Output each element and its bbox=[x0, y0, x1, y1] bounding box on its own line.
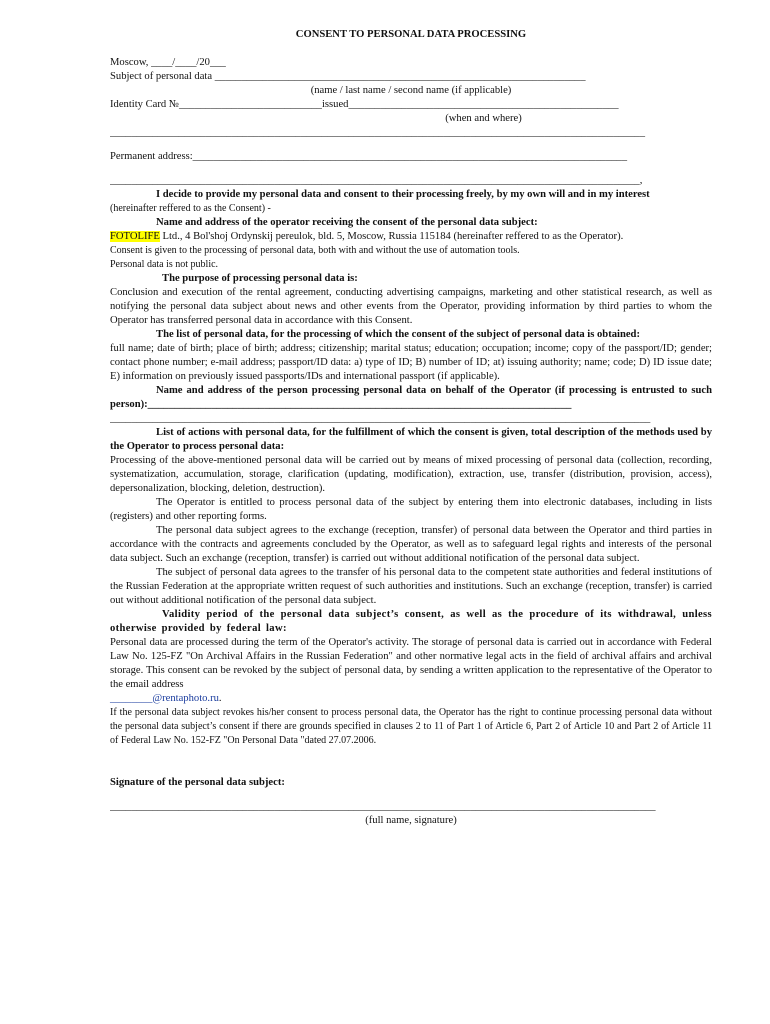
email-line: ________@rentaphoto.ru. bbox=[110, 693, 222, 704]
consent-automation: Consent is given to the processing of personal data, both with and without the use of automation tools. bbox=[110, 245, 520, 256]
blank-line-1: _____________________________________________________________________________________________________ bbox=[110, 127, 645, 138]
not-public: Personal data is not public. bbox=[110, 259, 219, 270]
document-title: CONSENT TO PERSONAL DATA PROCESSING bbox=[295, 29, 527, 40]
spacer bbox=[110, 164, 712, 174]
purpose-heading: The purpose of processing personal data is: bbox=[162, 273, 358, 284]
spacer bbox=[110, 790, 712, 800]
when-where-hint: (when and where) bbox=[445, 113, 522, 124]
signature-hint: (full name, signature) bbox=[365, 815, 457, 826]
subject-line: Subject of personal data ______________________________________________________________________ bbox=[110, 71, 586, 82]
id-card-line: Identity Card №___________________________issued___________________________________________________ bbox=[110, 99, 619, 110]
decision-statement: I decide to provide my personal data and consent to their processing freely, by my own will and in my interest bbox=[156, 189, 650, 200]
operator-heading: Name and address of the operator receiving the consent of the personal data subject: bbox=[156, 217, 538, 228]
processor-heading: Name and address of the person processing personal data on behalf of the Operator (if processing is entrusted to such person):________________________________________________________________________________ bbox=[110, 385, 712, 410]
spacer bbox=[110, 748, 712, 776]
decision-note: (hereinafter reffered to as the Consent) - bbox=[110, 203, 271, 214]
operator-name: FOTOLIFE bbox=[110, 231, 160, 242]
signature-heading: Signature of the personal data subject: bbox=[110, 777, 285, 788]
actions-heading: List of actions with personal data, for the fulfillment of which the consent is given, total description of the methods used by the Operator to process personal data: bbox=[110, 427, 712, 452]
operator-paragraph bbox=[110, 230, 712, 244]
list-text: full name; date of birth; place of birth; address; citizenship; marital status; education; occupation; income; copy of the passport/ID; gender; contact phone number; e-mail address; passport/ID data: a) type of ID; B) number of ID; at) issuing authority; name; code; D) ID issue date; E) information on previously issued passports/IDs and international passport (if applicable). bbox=[110, 343, 712, 382]
email-link[interactable]: ________@rentaphoto.ru bbox=[110, 693, 219, 704]
validity-text: Personal data are processed during the term of the Operator's activity. The storage of personal data is carried out in accordance with Federal Law No. 125-FZ "On Archival Affairs in the Russian Federation" and other normative legal acts in the field of archival affairs and archival storage. This consent can be revoked by the subject of personal data, by sending a written application to the representative of the Operator to the email address bbox=[110, 637, 712, 690]
operator-details: Ltd., 4 Bol'shoj Ordynskij pereulok, bld. 5, Moscow, Russia 115184 (hereinafter reffered to as the Operator). bbox=[159, 231, 624, 242]
para-databases: The Operator is entitled to process personal data of the subject by entering them into electronic databases, including in lists (registers) and other reporting forms. bbox=[110, 497, 712, 522]
consent-document bbox=[110, 28, 712, 828]
spacer bbox=[110, 140, 712, 150]
para-exchange: The personal data subject agrees to the exchange (reception, transfer) of personal data between the Operator and third parties in accordance with the contracts and agreements concluded by the Operator, as well as to safeguard legal rights and interests of the personal data subject. Such an exchange (reception, transfer) is carried out without additional notification of the personal data subject. bbox=[110, 525, 712, 564]
blank-line-3: ______________________________________________________________________________________________________ bbox=[110, 413, 651, 424]
list-heading-text: The list of personal data, for the processing of which the consent of the subject of personal data is obtained bbox=[156, 329, 637, 340]
para-authorities: The subject of personal data agrees to the transfer of his personal data to the competent state authorities and federal institutions of the Russian Federation at the appropriate written request of such authorities and institutions. Such an exchange (reception, transfer) is carried out without additional notification of the personal data subject. bbox=[110, 567, 712, 606]
revocation-text: If the personal data subject revokes his/her consent to process personal data, the Operator has the right to continue processing personal data without the personal data subject’s consent if there are grounds specified in clauses 2 to 11 of Part 1 of Article 6, Part 2 of Article 10 and Part 2 of Article 11 of Federal Law No. 152-FZ "On Personal Data "dated 27.07.2006. bbox=[110, 707, 712, 746]
validity-heading: Validity period of the personal data subject’s consent, as well as the procedure of its withdrawal, unless otherwise provided by federal law: bbox=[110, 609, 712, 634]
address-line: Permanent address:__________________________________________________________________________________ bbox=[110, 151, 628, 162]
purpose-text: Conclusion and execution of the rental agreement, conducting advertising campaigns, marketing and other statistical research, as well as notifying the personal data subject about news and other events from the Operator, providing information by third parties to whom the Operator has transferred personal data in accordance with this Consent. bbox=[110, 287, 712, 326]
date-line: Moscow, ____/____/20___ bbox=[110, 57, 226, 68]
list-heading: The list of personal data, for the processing of which the consent of the subject of personal data is obtained: bbox=[156, 329, 640, 340]
actions-text: Processing of the above-mentioned personal data will be carried out by means of mixed processing of personal data (collection, recording, systematization, accumulation, storage, clarification (updating, modification), extraction, use, transfer (distribution, provision, access), depersonalization, blocking, deletion, destruction). bbox=[110, 455, 712, 494]
signature-line: _______________________________________________________________________________________________________ bbox=[110, 801, 656, 812]
name-hint: (name / last name / second name (if applicable) bbox=[310, 85, 512, 96]
blank-line-2: ____________________________________________________________________________________________________, bbox=[110, 175, 643, 186]
